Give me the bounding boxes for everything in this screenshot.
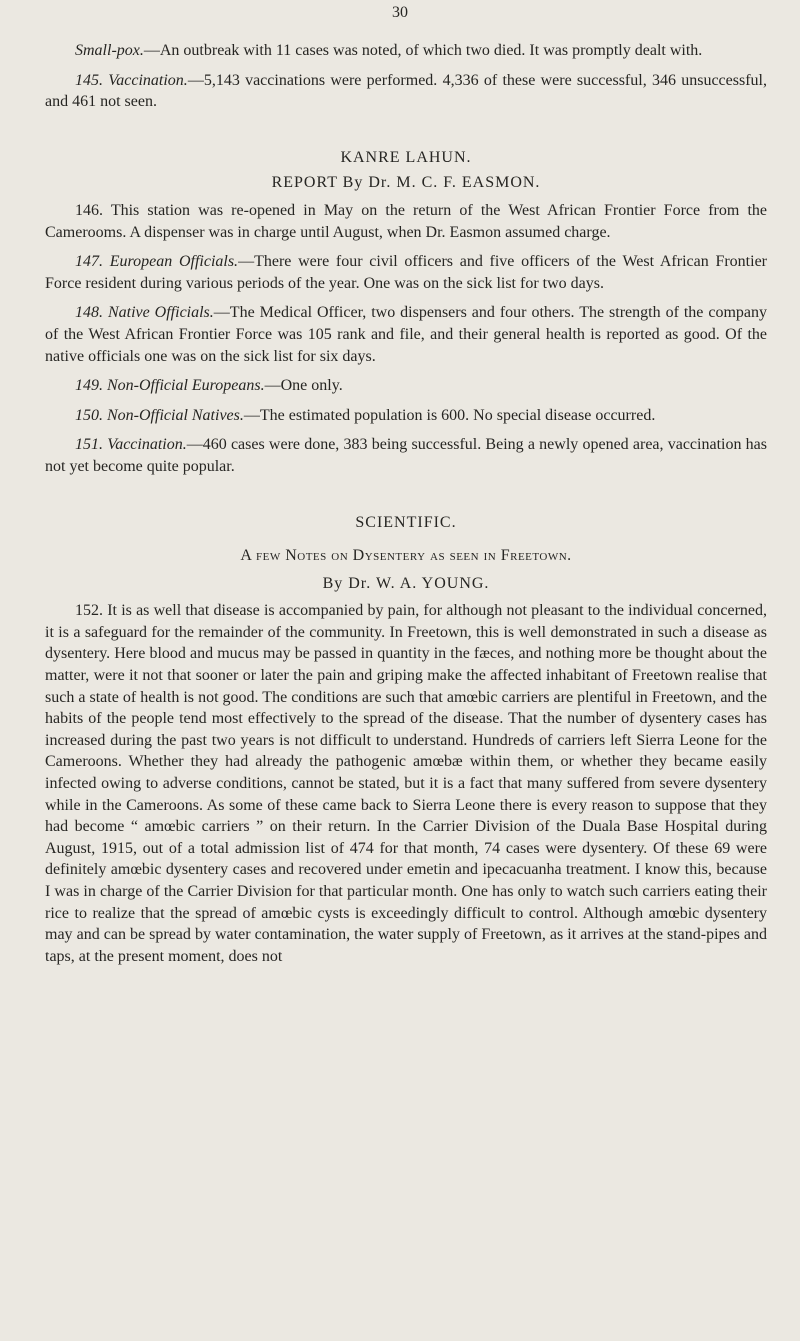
paragraph-text: —The estimated population is 600. No special disease occurred.: [243, 406, 656, 424]
page-body: [45, 40, 767, 975]
paragraph-label: 151. Vaccination.: [75, 436, 187, 454]
paragraph-text: —An outbreak with 11 cases was noted, of which two died. It was promptly dealt with.: [143, 42, 703, 59]
paragraph-text: —The Medical Officer, two dispensers and four others. The strength of the company of the West African Frontier Force was 105 rank and file, and their general health is reported as good. Of the native officials one was on the sick list for six days.: [45, 304, 768, 365]
paragraph-149: [45, 375, 767, 397]
paragraph-smallpox: [45, 40, 767, 62]
section-heading-scientific: SCIENTIFIC.: [355, 513, 457, 531]
article-byline: By Dr. W. A. YOUNG.: [322, 574, 490, 592]
paragraph-label: 148. Native Officials.: [75, 304, 214, 322]
paragraph-147: [45, 251, 767, 294]
paragraph-text: —5,143 vaccinations were performed. 4,336 of these were successful, 346 unsuccessful, and 461 not seen.: [45, 71, 767, 111]
paragraph-146: [45, 200, 767, 243]
paragraph-151: [45, 434, 767, 477]
paragraph-150: [45, 405, 767, 427]
paragraph-label: 150. Non-Official Natives.: [75, 406, 244, 424]
page-number: 30: [392, 4, 408, 21]
paragraph-text: 146. This station was re-opened in May on the return of the West African Frontier Force from the Camerooms. A dispenser was in charge until August, when Dr. Easmon assumed charge.: [45, 201, 767, 241]
paragraph-label: 149. Non-Official Europeans.: [75, 377, 265, 395]
paragraph-148: [45, 302, 767, 367]
paragraph-145: [45, 70, 767, 113]
article-title: A few Notes on Dysentery as seen in Freetown.: [240, 547, 572, 565]
section-heading-kanre-lahun: KANRE LAHUN.: [340, 148, 472, 166]
paragraph-text: —There were four civil officers and five officers of the West African Frontier Force resident during various periods of the year. One was on the sick list for two days.: [45, 253, 767, 292]
paragraph-text: 152. It is as well that disease is accompanied by pain, for although not pleasant to the individual concerned, it is a safeguard for the remainder of the community. In Freetown, this is well demonstrated in such a disease as dysentery. Here blood and mucus may be passed in quantity in the fæces, and nothing more be thought about the matter, were it not that sooner or later the pain and griping make the affected inhabitant of Freetown realise that such a state of health is not good. The conditions are such that amœbic carriers are plentiful in Freetown, and the habits of the people tend most effectively to the spread of the disease. That the number of dysentery cases has increased during the past two years is not difficult to understand. Hundreds of carriers left Sierra Leone for the Cameroons. Whether they had already the pathogenic amœbæ within them, or whether they became easily infected owing to adverse conditions, cannot be stated, but it is a fact that many suffered from severe dysentery while in the Cameroons. As some of these came back to Sierra Leone there is every reason to suppose that they had become “ amœbic carriers ” on their return. In the Carrier Division of the Duala Base Hospital during August, 1915, out of a total admission list of 474 for that month, 74 cases were dysentery. Of these 69 were definitely amœbic dysentery cases and recovered under emetin and ipecacuanha treatment. I know this, because I was in charge of the Carrier Division for that particular month. One has only to watch such carriers eating their rice to realize that the spread of amœbic cysts is exceedingly difficult to control. Although amœbic dysentery may and can be spread by water contamination, the water supply of Freetown, as it arrives at the stand-pipes and taps, at the present moment, does not: [45, 602, 767, 965]
paragraph-152: [45, 600, 767, 967]
paragraph-text: —One only.: [264, 377, 343, 395]
paragraph-text: —460 cases were done, 383 being successful. Being a newly opened area, vaccination has not yet become quite popular.: [45, 436, 767, 475]
paragraph-label: 147. European Officials.: [75, 253, 239, 271]
paragraph-label: Small-pox.: [75, 42, 144, 59]
paragraph-label: 145. Vaccination.: [75, 71, 188, 89]
report-byline: REPORT By Dr. M. C. F. EASMON.: [271, 174, 541, 192]
